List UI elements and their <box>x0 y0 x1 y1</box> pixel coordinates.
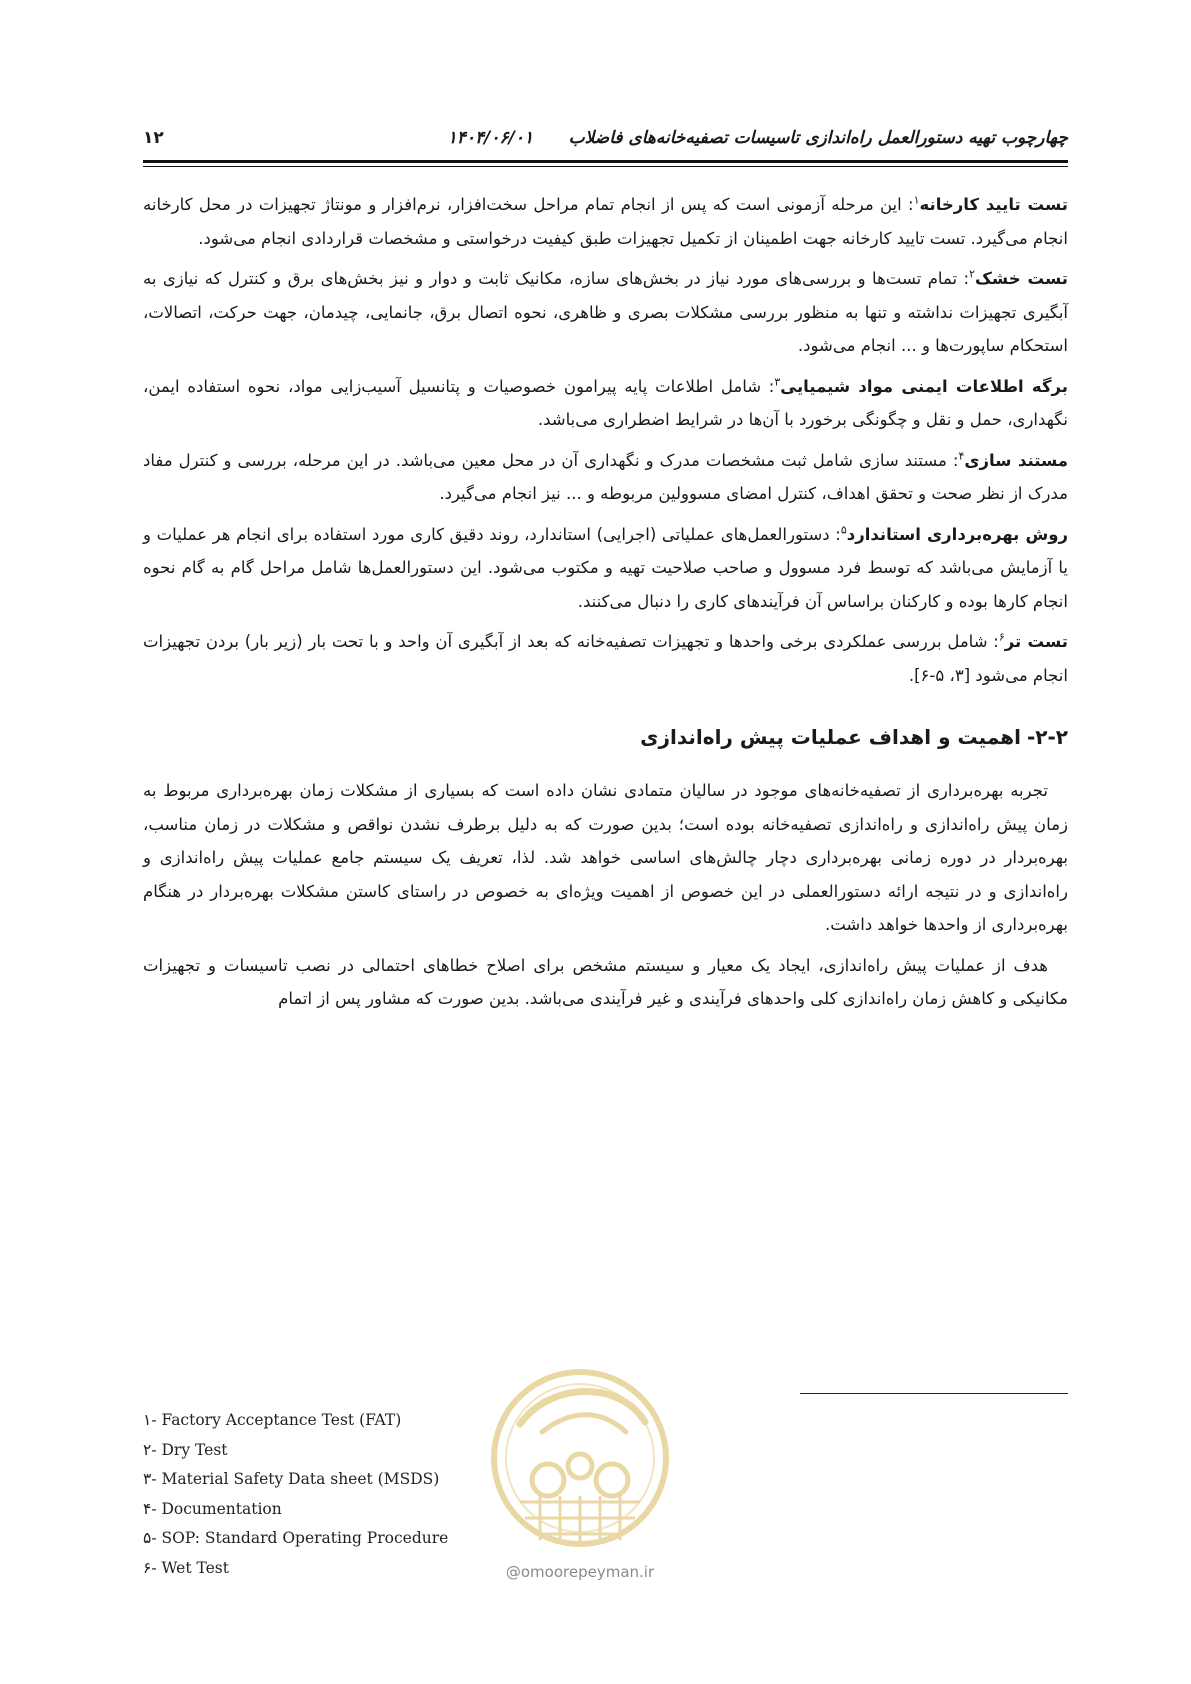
running-header <box>143 128 1068 154</box>
definition-paragraph <box>143 188 1068 255</box>
definition-term: مستند سازی <box>964 450 1068 470</box>
definition-text: : شامل بررسی عملکردی برخی واحدها و تجهیزات تصفیه‌خانه که بعد از آبگیری آن واحد و با تحت بار (زیر بار) بردن تجهیزات انجام می‌شود [۳، ۵-۶]. <box>143 632 1068 685</box>
footnote-separator <box>800 1393 1068 1394</box>
watermark-logo-icon <box>480 1362 680 1562</box>
definition-text: : مستند سازی شامل ثبت مشخصات مدرک و نگهداری آن در محل معین می‌باشد. در این مرحله، بررسی و کنترل مفاد مدرک از نظر صحت و تحقق اهداف، کنترل امضای مسوولین مربوطه و ... نیز انجام می‌گیرد. <box>143 450 1068 503</box>
body-paragraph: هدف از عملیات پیش راه‌اندازی، ایجاد یک معیار و سیستم مشخص برای اصلاح خطاهای احتمالی در نصب تاسیسات و تجهیزات مکانیکی و کاهش زمان راه‌اندازی کلی واحدهای فرآیندی و غیر فرآیندی می‌باشد. بدین صورت که مشاور پس از اتمام <box>143 955 1068 1008</box>
body-paragraph: تجربه بهره‌برداری از تصفیه‌خانه‌های موجود در سالیان متمادی نشان داده است که بسیاری از مشکلات زمان بهره‌برداری مربوط به زمان پیش راه‌اندازی و راه‌اندازی تصفیه‌خانه بوده است؛ بدین صورت که به دلیل برطرف نشدن نواقص و مشکلات در زمان مناسب، بهره‌بردار در دوره زمانی بهره‌برداری دچار چالش‌های اساسی خواهد شد. لذا، تعریف یک سیستم جامع عملیات پیش راه‌اندازی و راه‌اندازی و در نتیجه ارائه دستورالعملی در این خصوص از اهمیت ویژه‌ای به خصوص در راستای کاستن مشکلات بهره‌بردار در هنگام بهره‌برداری از واحدها خواهد داشت. <box>143 781 1068 934</box>
definition-paragraph <box>143 625 1068 692</box>
footnote: ۵- SOP: Standard Operating Procedure <box>143 1529 449 1547</box>
watermark-text: @omoorepeyman.ir <box>505 1563 655 1581</box>
definition-text: : این مرحله آزمونی است که پس از انجام تمام مراحل سخت‌افزار، نرم‌افزار و مونتاژ تجهیزات در محل کارخانه انجام می‌گیرد. تست تایید کارخانه جهت اطمینان از تکمیل تجهیزات طبق کیفیت درخواستی و مشخصات قراردادی انجام می‌شود. <box>143 195 1068 248</box>
definition-paragraph <box>143 518 1068 619</box>
body-text <box>143 188 1068 1023</box>
section-title: اهمیت و اهداف عملیات پیش راه‌اندازی <box>640 725 1021 749</box>
footnotes <box>143 1406 448 1583</box>
definition-text: : شامل اطلاعات پایه پیرامون خصوصیات و پتانسیل آسیب‌زایی مواد، نحوه استفاده ایمن، نگهداری، حمل و نقل و چگونگی برخورد با آن‌ها در شرایط اضطراری می‌باشد. <box>143 376 1068 429</box>
definition-paragraph <box>143 444 1068 511</box>
footnote: ۲- Dry Test <box>143 1440 228 1459</box>
footnote-ref: ۴ <box>958 449 965 462</box>
header-title: چهارچوب تهیه دستورالعمل راه‌اندازی تاسیسات تصفیه‌خانه‌های فاضلاب <box>568 128 1068 148</box>
definition-paragraph <box>143 370 1068 437</box>
header-date: ۱۴۰۴/۰۶/۰۱ <box>447 128 534 148</box>
definition-text: : تمام تست‌ها و بررسی‌های مورد نیاز در بخش‌های سازه، مکانیک ثابت و دوار و نیز بخش‌های برق و کنترل که نیازی به آبگیری تجهیزات نداشته و تنها به منظور بررسی مشکلات بصری و ظاهری، نحوه اتصال برق، جانمایی، چیدمان، جهت حرکت، اتصالات، استحکام ساپورت‌ها و ... انجام می‌شود. <box>143 269 1068 355</box>
definition-term: تست تایید کارخانه <box>919 195 1068 214</box>
footnote-ref: ۲ <box>969 267 976 281</box>
page-number: ۱۲ <box>143 128 164 148</box>
definition-term: روش بهره‌برداری استاندارد <box>846 524 1068 544</box>
footnote: ۳- Material Safety Data sheet (MSDS) <box>143 1470 440 1488</box>
footnote: ۱- Factory Acceptance Test (FAT) <box>143 1411 402 1429</box>
footnote-ref: ۳ <box>774 375 781 388</box>
definition-term: تست خشک <box>975 269 1068 288</box>
header-rule <box>143 160 1068 163</box>
footnote-ref: ۵ <box>840 523 847 536</box>
footnote-ref: ۱ <box>913 193 920 207</box>
footnote: ۴- Documentation <box>143 1499 282 1518</box>
footnote-ref: ۶ <box>998 630 1005 644</box>
definition-term: برگه اطلاعات ایمنی مواد شیمیایی <box>780 376 1068 396</box>
definition-term: تست تر <box>1004 632 1068 651</box>
section-number: ۲-۲- <box>1026 725 1068 749</box>
header-title-line <box>448 128 1068 148</box>
definition-text: : دستورالعمل‌های عملیاتی (اجرایی) استاندارد، روند دقیق کاری مورد استفاده برای انجام هر عملیات و یا آزمایش می‌باشد که توسط فرد مسوول و صاحب صلاحیت تهیه و مکتوب می‌شود. این دستورالعمل‌ها شامل مراحل گام به گام نحوه انجام کارها بوده و کارکنان براساس آن فرآیندهای کاری را دنبال می‌کنند. <box>143 524 1068 611</box>
header-rule-thin <box>143 166 1068 167</box>
footnote: ۶- Wet Test <box>143 1558 229 1577</box>
definition-paragraph <box>143 262 1068 363</box>
section-heading <box>143 722 1068 752</box>
